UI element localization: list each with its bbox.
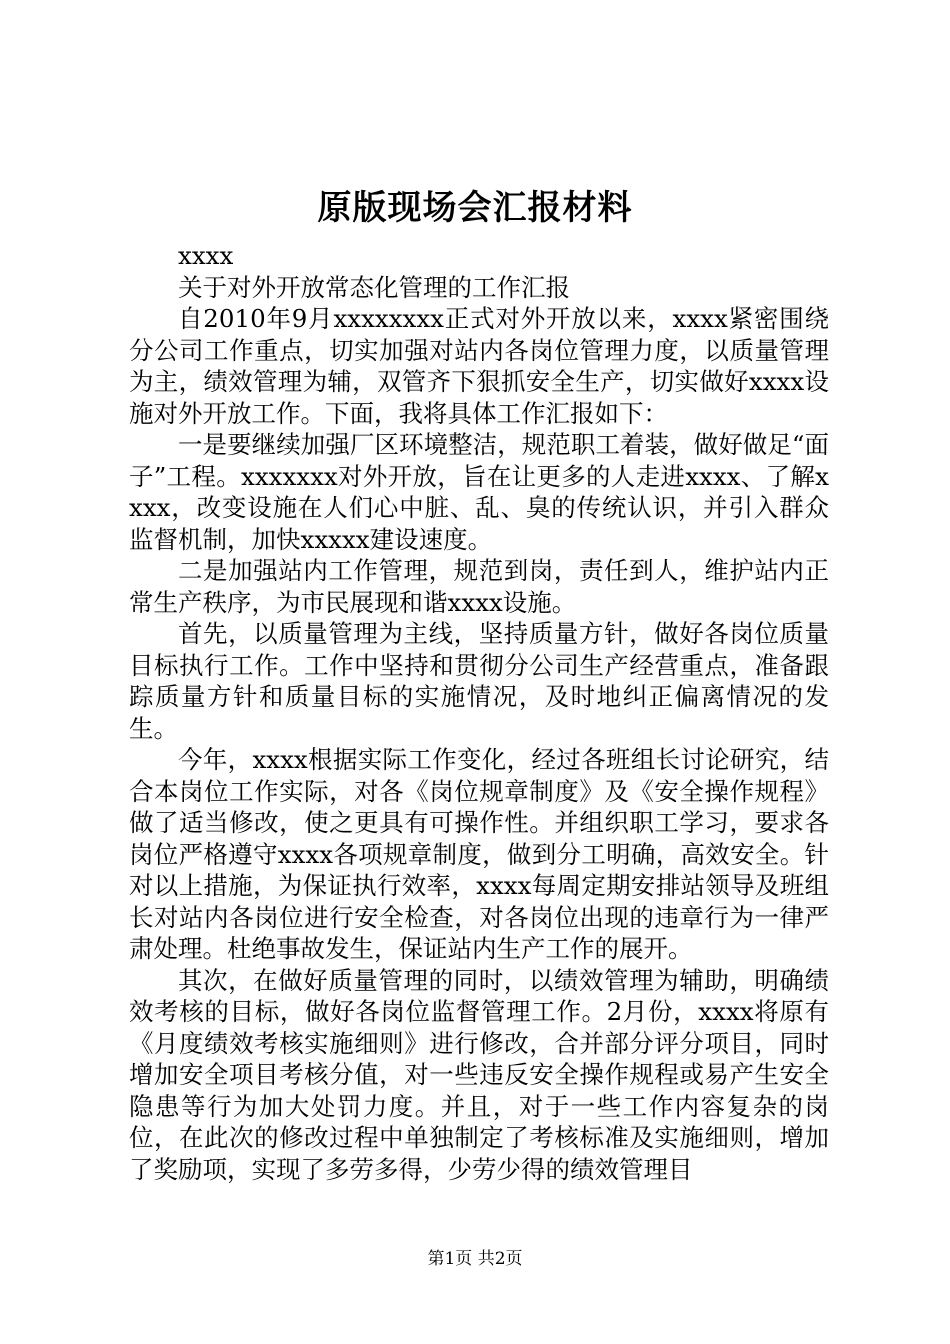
paragraph-second: 其次，在做好质量管理的同时，以绩效管理为辅助，明确绩效考核的目标，做好各岗位监督管理工作。2月份，xxxx将原有《月度绩效考核实施细则》进行修改，合并部分评分项目，同时增加安全项目考核分值，对一些违反安全操作规程或易产生安全隐患等行为加大处罚力度。并且，对于一些工作内容复杂的岗位，在此次的修改过程中单独制定了考核标准及实施细则，增加了奖励项，实现了多劳多得，少劳少得的绩效管理目 — [129, 965, 829, 1184]
page-footer: 第1页 共2页 — [427, 1249, 523, 1269]
document-body — [129, 240, 829, 1185]
paragraph-intro: 自2010年9月xxxxxxxx正式对外开放以来，xxxx紧密围绕分公司工作重点，切实加强对站内各岗位管理力度，以质量管理为主，绩效管理为辅，双管齐下狠抓安全生产，切实做好xxxx设施对外开放工作。下面，我将具体工作汇报如下： — [129, 304, 829, 428]
paragraph-point-two: 二是加强站内工作管理，规范到岗，责任到人，维护站内正常生产秩序，为市民展现和谐xxxx设施。 — [129, 556, 829, 617]
paragraph-point-one: 一是要继续加强厂区环境整洁，规范职工着装，做好做足“面子”工程。xxxxxxx对外开放，旨在让更多的人走进xxxx、了解xxxx，改变设施在人们心中脏、乱、臭的传统认识，并引入群众监督机制，加快xxxxx建设速度。 — [129, 430, 829, 554]
paragraph-subject: 关于对外开放常态化管理的工作汇报 — [178, 272, 570, 302]
paragraph-addressee: xxxx — [178, 241, 234, 270]
document-title: 原版现场会汇报材料 — [317, 188, 633, 228]
paragraph-this-year: 今年，xxxx根据实际工作变化，经过各班组长讨论研究，结合本岗位工作实际，对各《岗位规章制度》及《安全操作规程》做了适当修改，使之更具有可操作性。并组织职工学习，要求各岗位严格遵守xxxx各项规章制度，做到分工明确，高效安全。针对以上措施，为保证执行效率，xxxx每周定期安排站领导及班组长对站内各岗位进行安全检查，对各岗位出现的违章行为一律严肃处理。杜绝事故发生，保证站内生产工作的展开。 — [129, 745, 829, 963]
paragraph-first: 首先，以质量管理为主线，坚持质量方针，做好各岗位质量目标执行工作。工作中坚持和贯彻分公司生产经营重点，准备跟踪质量方针和质量目标的实施情况，及时地纠正偏离情况的发生。 — [129, 619, 829, 743]
